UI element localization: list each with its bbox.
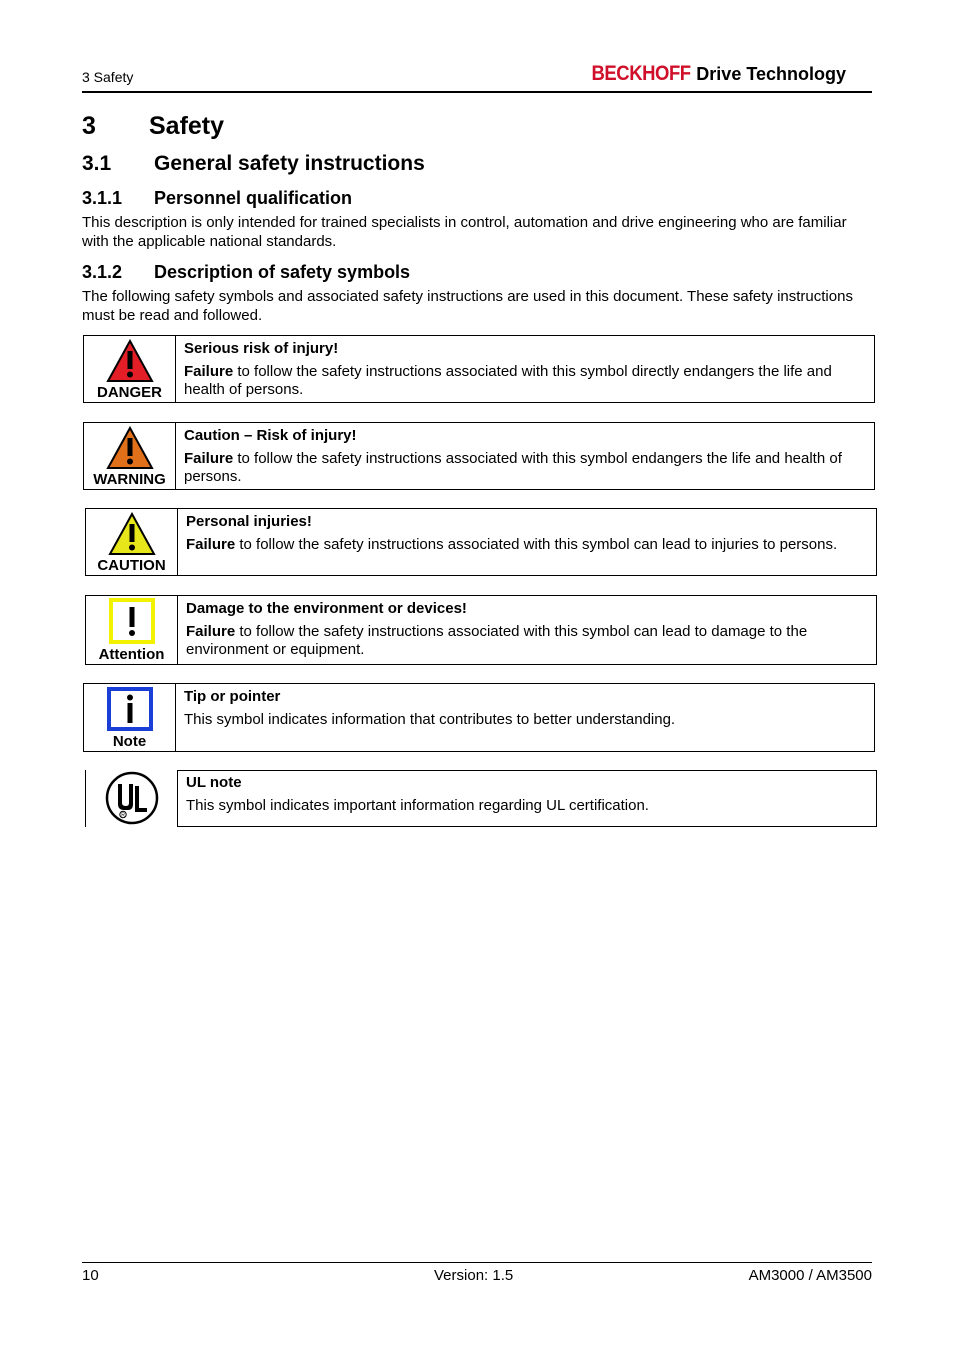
svg-text:R: R xyxy=(120,812,125,819)
symbol-title: UL note xyxy=(186,774,242,791)
beckhoff-logo: BECKHOFF xyxy=(591,62,691,85)
symbol-box-ul xyxy=(85,770,877,827)
symbol-box-caution xyxy=(85,508,877,576)
running-header-section: 3 Safety xyxy=(82,69,134,85)
symbol-text-cell xyxy=(176,336,874,402)
symbol-label: WARNING xyxy=(93,471,166,488)
symbol-description: Failure to follow the safety instructions associated with this symbol endangers the life and health of persons. xyxy=(184,449,842,485)
symbol-description: This symbol indicates important information regarding UL certification. xyxy=(186,796,649,814)
symbol-description: This symbol indicates information that contributes to better understanding. xyxy=(184,710,676,728)
symbol-icon-cell xyxy=(84,684,176,751)
warning-triangle-icon xyxy=(106,426,154,470)
symbol-icon-cell xyxy=(86,509,178,575)
symbol-icon-cell xyxy=(86,770,177,827)
symbol-box-attention xyxy=(85,595,877,665)
chapter-heading: 3 Safety xyxy=(82,112,225,140)
symbol-title: Personal injuries! xyxy=(186,513,312,530)
header-rule xyxy=(82,91,872,93)
symbol-description: Failure to follow the safety instructions associated with this symbol can lead to damage to the environment or equipment. xyxy=(186,622,808,658)
symbol-title: Caution – Risk of injury! xyxy=(184,427,357,444)
symbol-label: Note xyxy=(112,733,147,750)
symbol-title: Tip or pointer xyxy=(184,688,281,705)
footer-rule xyxy=(82,1262,872,1263)
symbol-box-danger xyxy=(83,335,875,403)
symbol-text-cell xyxy=(178,596,876,664)
product-label: AM3000 / AM3500 xyxy=(748,1267,872,1284)
subsection-heading-qualification: 3.1.1 Personnel qualification xyxy=(82,188,353,208)
symbol-text-cell xyxy=(176,423,874,489)
symbol-icon-cell xyxy=(84,336,176,402)
symbol-label: DANGER xyxy=(96,384,162,401)
symbol-icon-cell xyxy=(86,596,178,664)
symbol-text-cell xyxy=(176,684,683,751)
symbol-box-warning xyxy=(83,422,875,490)
subsection-heading-symbols: 3.1.2 Description of safety symbols xyxy=(82,262,411,282)
ul-certification-icon xyxy=(105,771,159,825)
info-square-icon xyxy=(107,687,153,731)
symbol-description: Failure to follow the safety instructions associated with this symbol directly endangers the life and health of persons. xyxy=(184,362,832,398)
version-label: Version: 1.5 xyxy=(434,1267,514,1284)
paragraph-symbols-intro: The following safety symbols and associated safety instructions are used in this document. These safety instructions must be read and followed. xyxy=(82,288,853,324)
brand-text: Drive Technology xyxy=(696,64,846,84)
symbol-text-cell xyxy=(178,509,845,575)
symbol-description: Failure to follow the safety instructions associated with this symbol can lead to injuries to persons. xyxy=(186,535,838,553)
symbol-text-cell xyxy=(177,770,877,827)
attention-square-icon xyxy=(109,598,155,644)
symbol-title: Damage to the environment or devices! xyxy=(186,600,467,617)
paragraph-qualification: This description is only intended for trained specialists in control, automation and drive engineering who are familiar with the applicable national standards. xyxy=(82,214,847,250)
brand xyxy=(578,62,846,86)
section-heading: 3.1 General safety instructions xyxy=(82,152,425,175)
symbol-box-note xyxy=(83,683,875,752)
symbol-label: Attention xyxy=(98,646,165,663)
caution-triangle-icon xyxy=(108,512,156,556)
symbol-title: Serious risk of injury! xyxy=(184,340,339,357)
danger-triangle-icon xyxy=(106,339,154,383)
page-number: 10 xyxy=(82,1267,99,1284)
symbol-icon-cell xyxy=(84,423,176,489)
symbol-label: CAUTION xyxy=(97,557,166,574)
